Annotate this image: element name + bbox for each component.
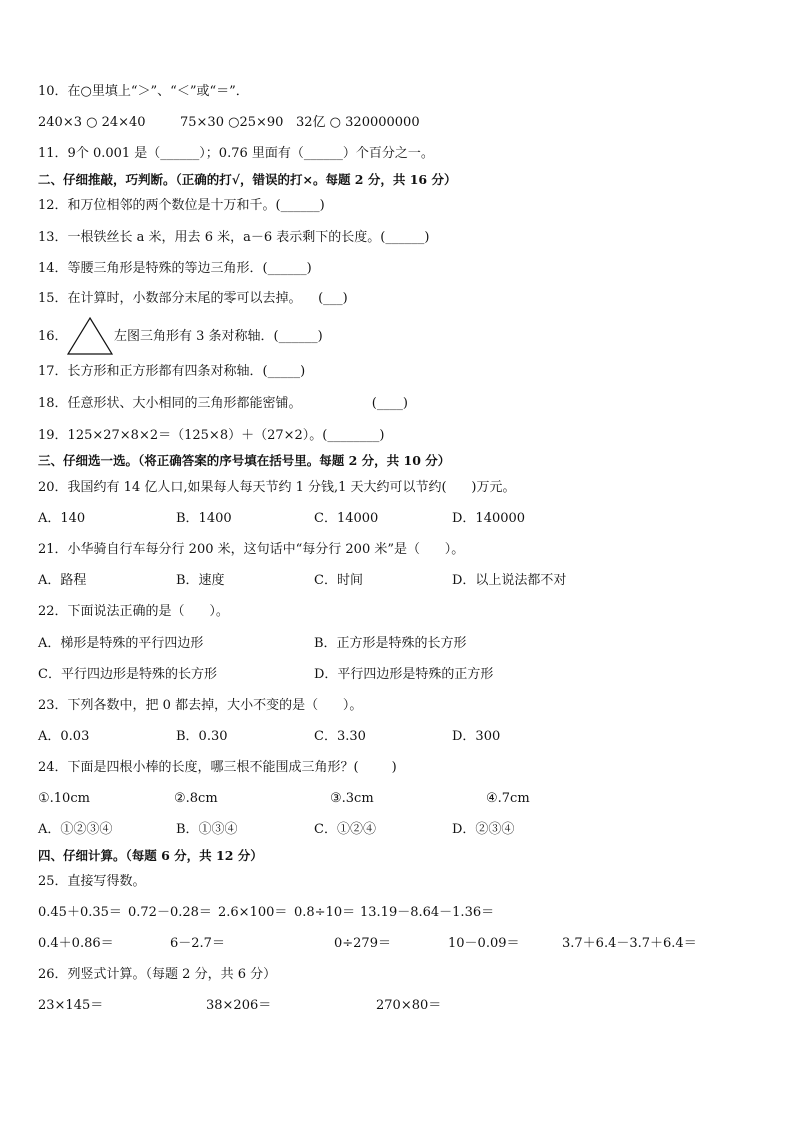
question-11: 11．9个 0.001 是（______）；0.76 里面有（______）个百分之一。 [38, 146, 434, 161]
question-21: 21．小华骑自行车每分行 200 米，这句话中“每分行 200 米”是（ ）。 [38, 542, 465, 557]
question-22: 22．下面说法正确的是（ ）。 [38, 604, 229, 619]
q25-row2-item-2: 6－2.7＝ [170, 936, 225, 951]
question-23: 23．下列各数中，把 0 都去掉，大小不变的是（ ）。 [38, 698, 363, 713]
q20-option-d: D．140000 [452, 511, 526, 526]
question-16-number: 16． [38, 329, 68, 344]
q20-option-b: B．1400 [176, 511, 232, 526]
question-14: 14．等腰三角形是特殊的等边三角形．(______) [38, 261, 312, 276]
q23-option-d: D．300 [452, 729, 501, 744]
q22-option-a: A．梯形是特殊的平行四边形 [38, 636, 204, 651]
q25-row1-item-1: 0.45＋0.35＝ [38, 905, 122, 920]
q21-option-c: C．时间 [314, 573, 363, 588]
q24-stick-4: ④.7cm [486, 791, 530, 806]
q22-option-c: C．平行四边形是特殊的长方形 [38, 667, 217, 682]
question-17: 17．长方形和正方形都有四条对称轴．(_____) [38, 364, 306, 379]
q25-row2-item-1: 0.4＋0.86＝ [38, 936, 114, 951]
section-4-heading: 四、仔细计算。（每题 6 分，共 12 分） [38, 848, 263, 863]
question-10: 10．在○里填上“＞”、“＜”或“＝”． [38, 84, 249, 99]
q22-option-d: D．平行四边形是特殊的正方形 [314, 667, 494, 682]
triangle-figure [66, 316, 114, 356]
q26-item-3: 270×80＝ [376, 998, 442, 1013]
q23-option-c: C．3.30 [314, 729, 366, 744]
q20-option-a: A．140 [38, 511, 86, 526]
q24-option-b: B．①③④ [176, 822, 238, 837]
q21-option-b: B．速度 [176, 573, 225, 588]
q22-option-b: B．正方形是特殊的长方形 [314, 636, 467, 651]
question-19: 19．125×27×8×2＝（125×8）＋（27×2）。(________) [38, 428, 385, 443]
q21-option-a: A．路程 [38, 573, 87, 588]
question-25: 25．直接写得数。 [38, 874, 146, 889]
q25-row2-item-3: 0÷279＝ [334, 936, 391, 951]
section-2-heading: 二、仔细推敲，巧判断。（正确的打√，错误的打×。每题 2 分，共 16 分） [38, 172, 457, 187]
section-3-heading: 三、仔细选一选。（将正确答案的序号填在括号里。每题 2 分，共 10 分） [38, 453, 451, 468]
q26-item-1: 23×145＝ [38, 998, 104, 1013]
q21-option-d: D．以上说法都不对 [452, 573, 567, 588]
question-24: 24．下面是四根小棒的长度，哪三根不能围成三角形？( ) [38, 760, 397, 775]
q25-row1-item-3: 2.6×100＝ [218, 905, 288, 920]
q24-option-d: D．②③④ [452, 822, 515, 837]
question-12: 12．和万位相邻的两个数位是十万和千。(______) [38, 198, 325, 213]
q20-option-c: C．14000 [314, 511, 379, 526]
q10-item-3: 32亿 ○ 320000000 [296, 115, 420, 130]
question-26: 26．列竖式计算。（每题 2 分，共 6 分） [38, 967, 277, 982]
q24-stick-1: ①.10cm [38, 791, 90, 806]
q10-item-1: 240×3 ○ 24×40 [38, 115, 146, 130]
question-18: 18．任意形状、大小相同的三角形都能密铺。 (____) [38, 396, 408, 411]
question-13: 13．一根铁丝长 a 米，用去 6 米，a－6 表示剩下的长度。(______) [38, 230, 430, 245]
question-20: 20．我国约有 14 亿人口,如果每人每天节约 1 分钱,1 天大约可以节约( )万元。 [38, 480, 516, 495]
q23-option-a: A．0.03 [38, 729, 90, 744]
q23-option-b: B．0.30 [176, 729, 228, 744]
q24-option-c: C．①②④ [314, 822, 376, 837]
q24-stick-2: ②.8cm [174, 791, 218, 806]
q25-row1-item-5: 13.19－8.64－1.36＝ [360, 905, 495, 920]
q26-item-2: 38×206＝ [206, 998, 272, 1013]
q25-row1-item-2: 0.72－0.28＝ [128, 905, 212, 920]
q25-row2-item-5: 3.7＋6.4－3.7＋6.4＝ [562, 936, 697, 951]
q24-option-a: A．①②③④ [38, 822, 113, 837]
question-16-text: 左图三角形有 3 条对称轴．(______) [114, 329, 323, 344]
q10-item-2: 75×30 ○25×90 [180, 115, 284, 130]
q24-stick-3: ③.3cm [330, 791, 374, 806]
q25-row2-item-4: 10－0.09＝ [448, 936, 520, 951]
q25-row1-item-4: 0.8÷10＝ [294, 905, 356, 920]
question-15: 15．在计算时，小数部分末尾的零可以去掉。 (___) [38, 291, 348, 306]
